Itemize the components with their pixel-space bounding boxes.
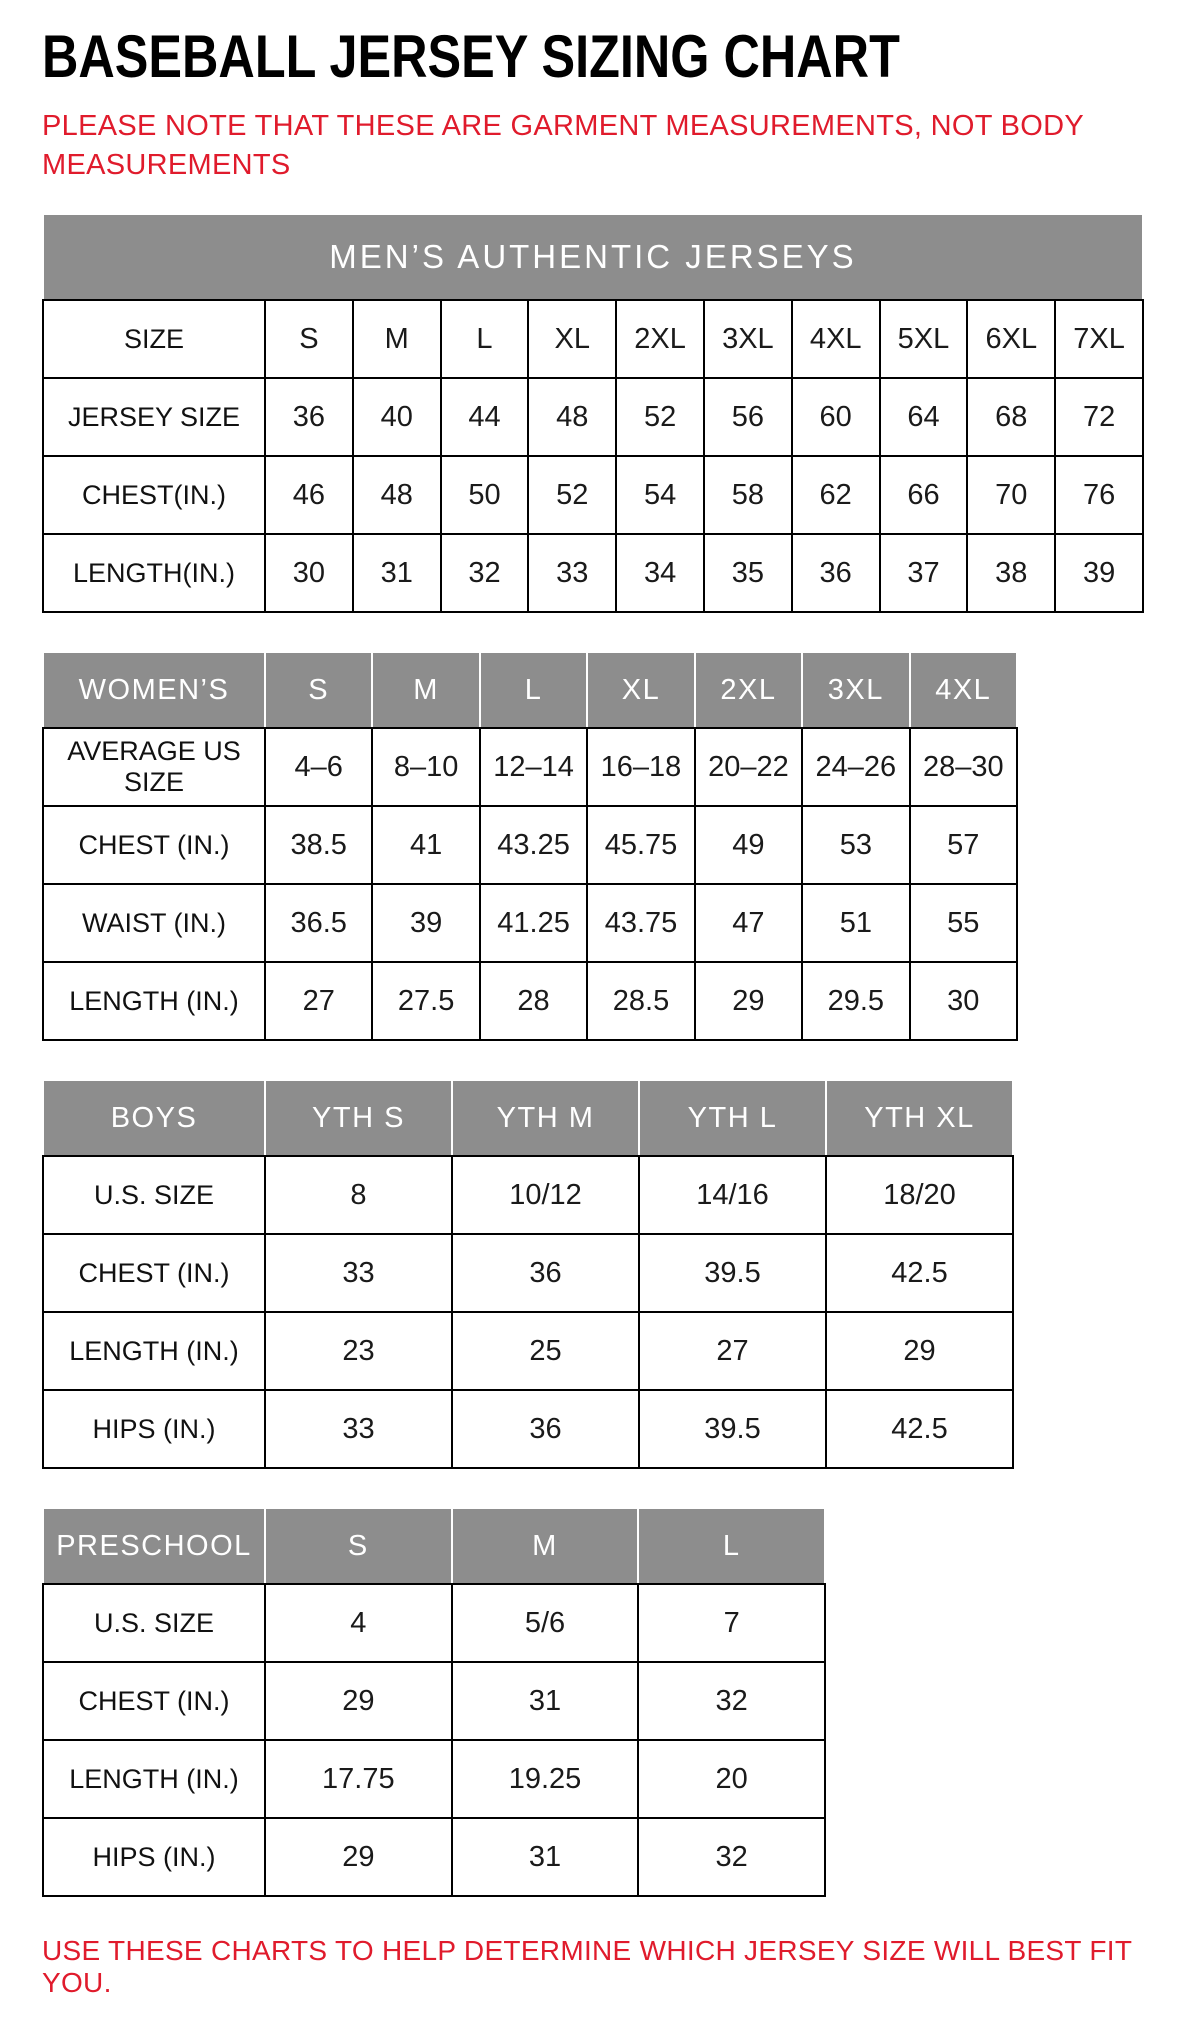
table-row	[43, 456, 1143, 534]
cell-value: 58	[704, 456, 792, 534]
preschool-sizing-table	[42, 1507, 826, 1897]
cell-value: 42.5	[826, 1234, 1013, 1312]
cell-value: 70	[967, 456, 1055, 534]
cell-value: 27	[639, 1312, 826, 1390]
cell-value: 8–10	[372, 728, 479, 806]
garment-measurement-note: PLEASE NOTE THAT THESE ARE GARMENT MEASUREMENTS, NOT BODY MEASUREMENTS	[42, 110, 1084, 182]
cell-value: 44	[441, 378, 529, 456]
column-header: 4XL	[910, 652, 1017, 728]
cell-value: 36	[265, 378, 353, 456]
column-header: YTH L	[639, 1080, 826, 1156]
cell-value: 30	[910, 962, 1017, 1040]
cell-value: 76	[1055, 456, 1143, 534]
row-label: CHEST (IN.)	[43, 1662, 265, 1740]
cell-value: 48	[528, 378, 616, 456]
cell-value: 4XL	[792, 300, 880, 378]
row-label: CHEST (IN.)	[43, 806, 265, 884]
cell-value: 19.25	[452, 1740, 639, 1818]
row-label: HIPS (IN.)	[43, 1818, 265, 1896]
row-label: LENGTH (IN.)	[43, 1740, 265, 1818]
header-row	[43, 1508, 825, 1584]
cell-value: 31	[353, 534, 441, 612]
cell-value: 62	[792, 456, 880, 534]
column-header: M	[372, 652, 479, 728]
header-label: WOMEN’S	[43, 652, 265, 728]
cell-value: 38.5	[265, 806, 372, 884]
table-row	[43, 728, 1017, 806]
cell-value: 64	[880, 378, 968, 456]
cell-value: S	[265, 300, 353, 378]
cell-value: 27.5	[372, 962, 479, 1040]
table-row	[43, 1662, 825, 1740]
cell-value: 17.75	[265, 1740, 452, 1818]
row-label: AVERAGE US SIZE	[43, 728, 265, 806]
column-header: YTH S	[265, 1080, 452, 1156]
cell-value: 31	[452, 1662, 639, 1740]
cell-value: 46	[265, 456, 353, 534]
cell-value: 66	[880, 456, 968, 534]
cell-value: 18/20	[826, 1156, 1013, 1234]
cell-value: 36.5	[265, 884, 372, 962]
cell-value: 29	[265, 1818, 452, 1896]
cell-value: 29	[826, 1312, 1013, 1390]
cell-value: 3XL	[704, 300, 792, 378]
cell-value: 43.75	[587, 884, 694, 962]
cell-value: 12–14	[480, 728, 587, 806]
cell-value: 4	[265, 1584, 452, 1662]
cell-value: 55	[910, 884, 1017, 962]
header-label: PRESCHOOL	[43, 1508, 265, 1584]
table-row	[43, 534, 1143, 612]
row-label: HIPS (IN.)	[43, 1390, 265, 1468]
cell-value: 28	[480, 962, 587, 1040]
cell-value: 36	[452, 1390, 639, 1468]
column-header: 3XL	[802, 652, 909, 728]
cell-value: 45.75	[587, 806, 694, 884]
table-row	[43, 1584, 825, 1662]
column-header: L	[638, 1508, 825, 1584]
column-header: S	[265, 1508, 452, 1584]
cell-value: 51	[802, 884, 909, 962]
cell-value: 32	[638, 1662, 825, 1740]
cell-value: 29.5	[802, 962, 909, 1040]
header-row	[43, 652, 1017, 728]
cell-value: 39.5	[639, 1390, 826, 1468]
cell-value: 14/16	[639, 1156, 826, 1234]
table-title-row	[43, 214, 1143, 300]
cell-value: 41	[372, 806, 479, 884]
cell-value: 29	[695, 962, 802, 1040]
table-row	[43, 1390, 1013, 1468]
cell-value: 28.5	[587, 962, 694, 1040]
cell-value: 33	[265, 1390, 452, 1468]
column-header: 2XL	[695, 652, 802, 728]
table-row	[43, 1740, 825, 1818]
row-label: LENGTH(IN.)	[43, 534, 265, 612]
footer-note: USE THESE CHARTS TO HELP DETERMINE WHICH JERSEY SIZE WILL BEST FIT YOU.	[42, 1935, 1132, 1999]
cell-value: 6XL	[967, 300, 1055, 378]
cell-value: 35	[704, 534, 792, 612]
row-label: WAIST (IN.)	[43, 884, 265, 962]
column-header: S	[265, 652, 372, 728]
cell-value: 36	[792, 534, 880, 612]
table-row	[43, 1818, 825, 1896]
cell-value: 37	[880, 534, 968, 612]
cell-value: M	[353, 300, 441, 378]
cell-value: 34	[616, 534, 704, 612]
row-label: LENGTH (IN.)	[43, 1312, 265, 1390]
table-row	[43, 884, 1017, 962]
cell-value: 57	[910, 806, 1017, 884]
column-header: XL	[587, 652, 694, 728]
cell-value: 5XL	[880, 300, 968, 378]
cell-value: 20	[638, 1740, 825, 1818]
cell-value: 41.25	[480, 884, 587, 962]
cell-value: 20–22	[695, 728, 802, 806]
cell-value: 27	[265, 962, 372, 1040]
cell-value: 5/6	[452, 1584, 639, 1662]
cell-value: 42.5	[826, 1390, 1013, 1468]
table-title: MEN’S AUTHENTIC JERSEYS	[43, 214, 1143, 300]
mens-sizing-table	[42, 213, 1144, 613]
cell-value: 40	[353, 378, 441, 456]
cell-value: 53	[802, 806, 909, 884]
column-header: YTH M	[452, 1080, 639, 1156]
cell-value: 32	[638, 1818, 825, 1896]
row-label: U.S. SIZE	[43, 1584, 265, 1662]
cell-value: 7XL	[1055, 300, 1143, 378]
cell-value: 43.25	[480, 806, 587, 884]
boys-sizing-table	[42, 1079, 1014, 1469]
cell-value: 31	[452, 1818, 639, 1896]
row-label: LENGTH (IN.)	[43, 962, 265, 1040]
cell-value: 68	[967, 378, 1055, 456]
header-row	[43, 1080, 1013, 1156]
cell-value: L	[441, 300, 529, 378]
cell-value: 32	[441, 534, 529, 612]
table-row	[43, 1156, 1013, 1234]
cell-value: 16–18	[587, 728, 694, 806]
table-row	[43, 378, 1143, 456]
cell-value: 24–26	[802, 728, 909, 806]
cell-value: 10/12	[452, 1156, 639, 1234]
cell-value: 72	[1055, 378, 1143, 456]
row-label: CHEST (IN.)	[43, 1234, 265, 1312]
cell-value: XL	[528, 300, 616, 378]
page-title: BASEBALL JERSEY SIZING CHART	[42, 23, 900, 90]
table-row	[43, 962, 1017, 1040]
cell-value: 8	[265, 1156, 452, 1234]
cell-value: 48	[353, 456, 441, 534]
cell-value: 50	[441, 456, 529, 534]
cell-value: 38	[967, 534, 1055, 612]
column-header: L	[480, 652, 587, 728]
cell-value: 39	[1055, 534, 1143, 612]
cell-value: 7	[638, 1584, 825, 1662]
cell-value: 23	[265, 1312, 452, 1390]
table-row	[43, 1234, 1013, 1312]
cell-value: 36	[452, 1234, 639, 1312]
womens-sizing-table	[42, 651, 1018, 1041]
cell-value: 49	[695, 806, 802, 884]
cell-value: 39.5	[639, 1234, 826, 1312]
cell-value: 56	[704, 378, 792, 456]
cell-value: 39	[372, 884, 479, 962]
cell-value: 54	[616, 456, 704, 534]
header-label: BOYS	[43, 1080, 265, 1156]
cell-value: 52	[528, 456, 616, 534]
cell-value: 25	[452, 1312, 639, 1390]
cell-value: 2XL	[616, 300, 704, 378]
row-label: CHEST(IN.)	[43, 456, 265, 534]
cell-value: 33	[265, 1234, 452, 1312]
cell-value: 30	[265, 534, 353, 612]
cell-value: 29	[265, 1662, 452, 1740]
cell-value: 28–30	[910, 728, 1017, 806]
row-label: U.S. SIZE	[43, 1156, 265, 1234]
cell-value: 33	[528, 534, 616, 612]
cell-value: 47	[695, 884, 802, 962]
table-row	[43, 806, 1017, 884]
row-label: JERSEY SIZE	[43, 378, 265, 456]
cell-value: 52	[616, 378, 704, 456]
table-row	[43, 300, 1143, 378]
cell-value: 4–6	[265, 728, 372, 806]
row-label: SIZE	[43, 300, 265, 378]
cell-value: 60	[792, 378, 880, 456]
column-header: M	[452, 1508, 639, 1584]
column-header: YTH XL	[826, 1080, 1013, 1156]
table-row	[43, 1312, 1013, 1390]
